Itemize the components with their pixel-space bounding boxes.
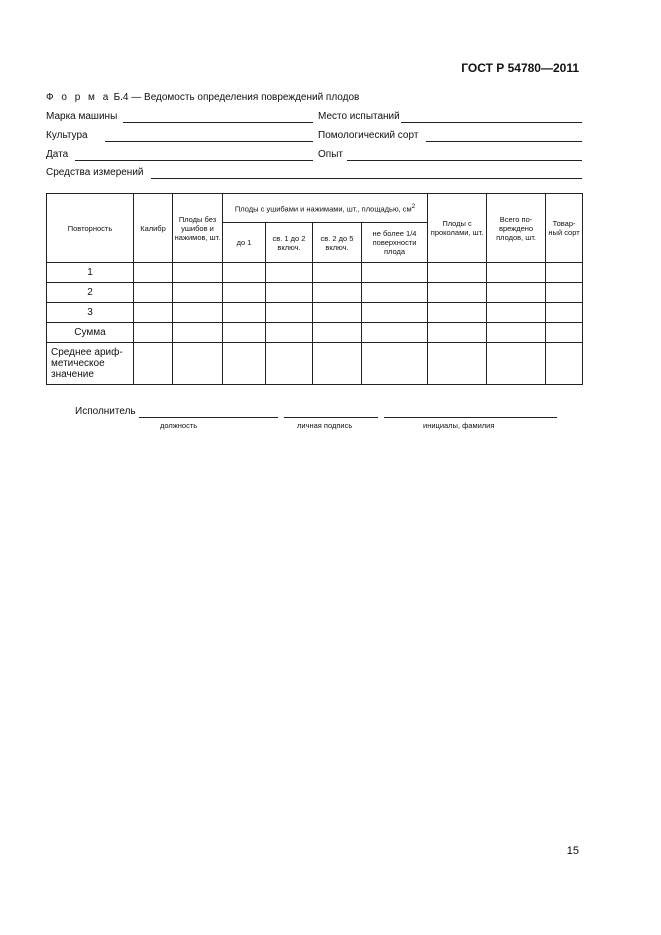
test-site-field[interactable] <box>401 122 582 123</box>
table-cell[interactable] <box>313 263 362 283</box>
table-cell[interactable] <box>428 303 487 323</box>
table-cell[interactable] <box>487 263 546 283</box>
pomological-variety-label: Помологический сорт <box>318 130 419 141</box>
row-label: 2 <box>47 283 134 303</box>
damage-table <box>46 193 583 385</box>
crop-field[interactable] <box>105 141 313 142</box>
table-cell[interactable] <box>313 323 362 343</box>
table-cell[interactable] <box>223 303 266 323</box>
machine-brand-label: Марка машины <box>46 111 118 122</box>
table-cell[interactable] <box>266 283 313 303</box>
signature-caption: личная подпись <box>297 421 353 430</box>
crop-label: Культура <box>46 130 88 141</box>
table-cell[interactable] <box>428 343 487 385</box>
table-row <box>47 283 583 303</box>
header-from-2-to-5: св. 2 до 5 включ. <box>313 223 362 263</box>
date-label: Дата <box>46 149 69 160</box>
table-cell[interactable] <box>266 343 313 385</box>
table-cell[interactable] <box>546 323 583 343</box>
table-cell[interactable] <box>134 263 173 283</box>
table-cell[interactable] <box>487 303 546 323</box>
table-cell[interactable] <box>134 303 173 323</box>
measuring-means-field[interactable] <box>151 178 582 179</box>
table-cell[interactable] <box>487 283 546 303</box>
row-label: 1 <box>47 263 134 283</box>
table-cell[interactable] <box>223 263 266 283</box>
table-row <box>47 343 583 385</box>
page-number: 15 <box>566 845 579 857</box>
table-cell[interactable] <box>223 283 266 303</box>
machine-brand-field[interactable] <box>123 122 313 123</box>
date-field[interactable] <box>75 160 313 161</box>
table-cell[interactable] <box>428 283 487 303</box>
table-cell[interactable] <box>173 323 223 343</box>
table-cell[interactable] <box>223 343 266 385</box>
header-repetition: Повторность <box>47 194 134 263</box>
row-label: Сумма <box>47 323 134 343</box>
executor-label: Исполнитель <box>75 406 136 417</box>
header-total-damaged: Всего по-вреждено плодов, шт. <box>487 194 546 263</box>
table-cell[interactable] <box>546 343 583 385</box>
table-cell[interactable] <box>266 303 313 323</box>
table-cell[interactable] <box>362 343 428 385</box>
name-caption: инициалы, фамилия <box>423 421 495 430</box>
table-cell[interactable] <box>313 343 362 385</box>
table-cell[interactable] <box>362 283 428 303</box>
row-label: Среднее ариф-метическое значение <box>47 343 134 385</box>
table-cell[interactable] <box>134 283 173 303</box>
header-from-1-to-2: св. 1 до 2 включ. <box>266 223 313 263</box>
table-cell[interactable] <box>313 303 362 323</box>
test-site-label: Место испытаний <box>318 111 400 122</box>
header-caliber: Калибр <box>134 194 173 263</box>
form-title <box>46 92 359 103</box>
header-bruised-group-text: Плоды с ушибами и нажимами, шт., площадью, см <box>234 204 412 214</box>
position-field[interactable] <box>139 417 278 418</box>
experiment-label: Опыт <box>318 149 343 160</box>
table-cell[interactable] <box>546 303 583 323</box>
table-cell[interactable] <box>134 323 173 343</box>
header-up-to-1: до 1 <box>223 223 266 263</box>
table-cell[interactable] <box>134 343 173 385</box>
form-title-text: Б.4 — Ведомость определения повреждений плодов <box>113 92 360 103</box>
table-cell[interactable] <box>266 263 313 283</box>
measuring-means-label: Средства измерений <box>46 167 144 178</box>
pomological-variety-field[interactable] <box>426 141 582 142</box>
position-caption: должность <box>160 421 198 430</box>
table-cell[interactable] <box>362 323 428 343</box>
table-cell[interactable] <box>428 323 487 343</box>
header-bruised-group-sup: 2 <box>411 203 416 211</box>
table-cell[interactable] <box>362 263 428 283</box>
table-cell[interactable] <box>362 303 428 323</box>
name-field[interactable] <box>384 417 557 418</box>
table-cell[interactable] <box>173 343 223 385</box>
table-cell[interactable] <box>223 323 266 343</box>
row-label: 3 <box>47 303 134 323</box>
standard-number: ГОСТ Р 54780—2011 <box>461 61 579 75</box>
header-bruised-group <box>223 194 428 223</box>
table-row <box>47 263 583 283</box>
header-up-to-quarter: не более 1/4 поверхности плода <box>362 223 428 263</box>
table-cell[interactable] <box>266 323 313 343</box>
table-cell[interactable] <box>546 283 583 303</box>
table-cell[interactable] <box>173 263 223 283</box>
form-prefix: Ф о р м а <box>46 92 111 103</box>
header-no-damage: Плоды без ушибов и нажимов, шт. <box>173 194 223 263</box>
table-cell[interactable] <box>487 323 546 343</box>
table-cell[interactable] <box>487 343 546 385</box>
table-cell[interactable] <box>428 263 487 283</box>
table-cell[interactable] <box>173 283 223 303</box>
header-marketable: Товар-ный сорт <box>546 194 583 263</box>
table-cell[interactable] <box>173 303 223 323</box>
signature-field[interactable] <box>284 417 378 418</box>
table-cell[interactable] <box>546 263 583 283</box>
experiment-field[interactable] <box>347 160 582 161</box>
header-punctured: Плоды с проколами, шт. <box>428 194 487 263</box>
table-row <box>47 303 583 323</box>
table-cell[interactable] <box>313 283 362 303</box>
table-row <box>47 323 583 343</box>
